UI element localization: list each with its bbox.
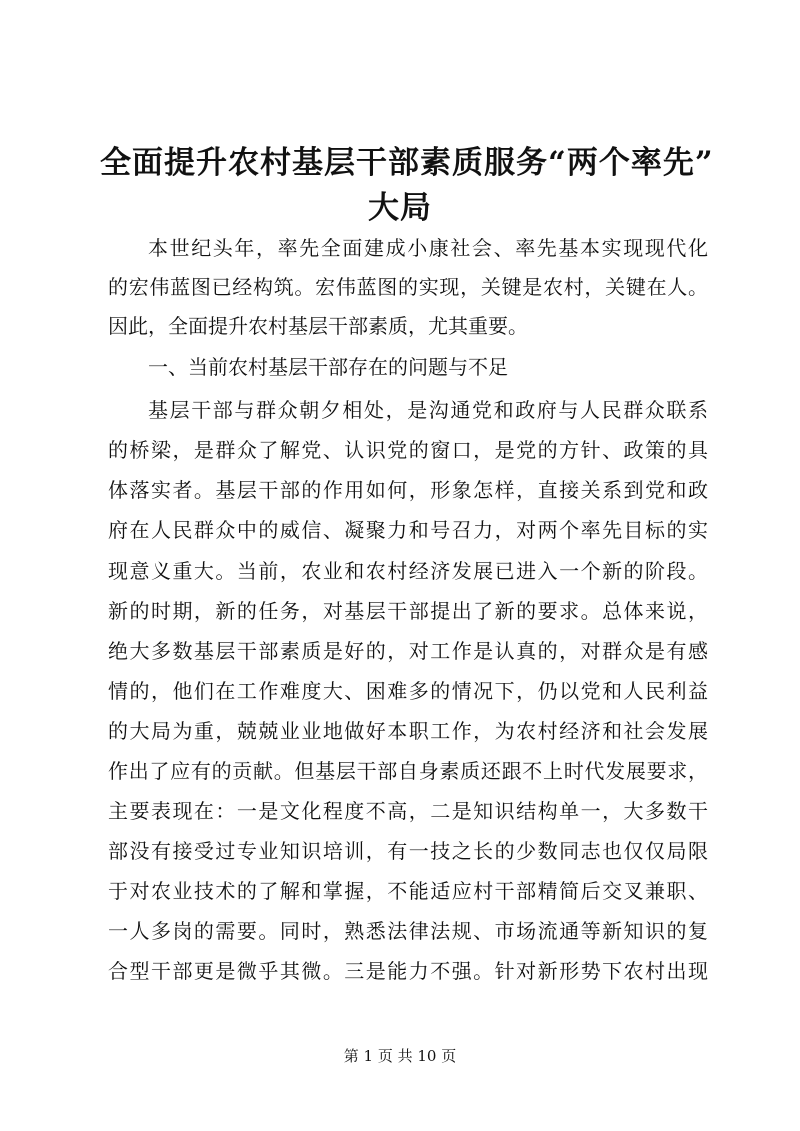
paragraph-2-line-8: 情的，他们在工作难度大、困难多的情况下，仍以党和人民利益 xyxy=(108,679,708,703)
paragraph-1-line-2: 的宏伟蓝图已经构筑。宏伟蓝图的实现，关键是农村，关键在人。 xyxy=(108,275,708,299)
paragraph-2-line-11: 主要表现在：一是文化程度不高，二是知识结构单一，大多数干 xyxy=(108,799,708,823)
paragraph-2-line-9: 的大局为重，兢兢业业地做好本职工作，为农村经济和社会发展 xyxy=(108,719,708,743)
paragraph-2-line-6: 新的时期，新的任务，对基层干部提出了新的要求。总体来说， xyxy=(108,599,708,623)
document-title-line-1: 全面提升农村基层干部素质服务“两个率先” xyxy=(100,145,714,181)
paragraph-2-line-5: 现意义重大。当前，农业和农村经济发展已进入一个新的阶段。 xyxy=(108,559,708,583)
page-footer: 第 1 页 共 10 页 xyxy=(343,1047,457,1065)
paragraph-2-line-15: 合型干部更是微乎其微。三是能力不强。针对新形势下农村出现 xyxy=(108,959,708,983)
paragraph-2-line-12: 部没有接受过专业知识培训，有一技之长的少数同志也仅仅局限 xyxy=(108,839,708,863)
paragraph-2-line-13: 于对农业技术的了解和掌握，不能适应村干部精简后交叉兼职、 xyxy=(108,879,708,903)
paragraph-2-line-1: 基层干部与群众朝夕相处，是沟通党和政府与人民群众联系 xyxy=(148,398,708,422)
paragraph-2-line-7: 绝大多数基层干部素质是好的，对工作是认真的，对群众是有感 xyxy=(108,639,708,663)
paragraph-2-line-2: 的桥梁，是群众了解党、认识党的窗口，是党的方针、政策的具 xyxy=(108,438,708,462)
paragraph-1-line-3: 因此，全面提升农村基层干部素质，尤其重要。 xyxy=(108,314,528,338)
paragraph-2-line-3: 体落实者。基层干部的作用如何，形象怎样，直接关系到党和政 xyxy=(108,478,708,502)
paragraph-1-line-1: 本世纪头年，率先全面建成小康社会、率先基本实现现代化 xyxy=(148,236,708,260)
paragraph-2-line-14: 一人多岗的需要。同时，熟悉法律法规、市场流通等新知识的复 xyxy=(108,919,708,943)
section-heading-1: 一、当前农村基层干部存在的问题与不足 xyxy=(148,355,508,379)
paragraph-2-line-10: 作出了应有的贡献。但基层干部自身素质还跟不上时代发展要求， xyxy=(108,759,708,783)
document-title-line-2: 大局 xyxy=(368,190,432,226)
paragraph-2-line-4: 府在人民群众中的威信、凝聚力和号召力，对两个率先目标的实 xyxy=(108,518,708,542)
